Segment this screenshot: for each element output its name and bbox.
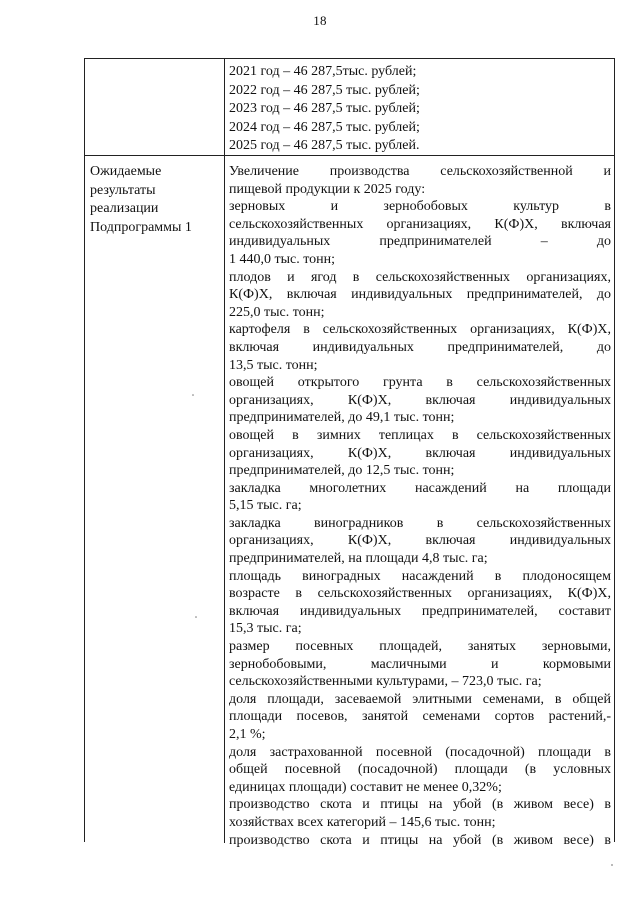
results-line: организациях, К(Ф)Х, включая индивидуальных [229, 392, 611, 408]
results-line: закладка многолетних насаждений на площади [229, 480, 611, 496]
label-line: Подпрограммы 1 [90, 219, 192, 235]
results-line: предпринимателей, до 49,1 тыс. тонн; [229, 410, 455, 426]
results-line: производство скота и птицы на убой (в живом весе) в [229, 832, 611, 848]
financing-line-2021: 2021 год – 46 287,5тыс. рублей; [229, 64, 417, 79]
results-line: 5,15 тыс. га; [229, 498, 302, 514]
results-line: индивидуальных предпринимателей – до [229, 234, 611, 250]
results-line: доля застрахованной посевной (посадочной) площади в [229, 744, 611, 760]
results-line: зерновых и зернобобовых культур в [229, 199, 611, 215]
financing-line-2024: 2024 год – 46 287,5 тыс. рублей; [229, 119, 420, 135]
results-line: единицах площади) составит не менее 0,32%; [229, 779, 502, 795]
column-divider [224, 59, 225, 843]
results-line: предпринимателей, до 12,5 тыс. тонн; [229, 463, 455, 479]
results-line: плодов и ягод в сельскохозяйственных организациях, [229, 269, 611, 285]
results-line: площади посевов, занятой семенами сортов растений,- [229, 709, 611, 725]
results-line: Увеличение производства сельскохозяйственной и [229, 164, 611, 179]
results-line: зернобобовыми, масличными и кормовыми [229, 656, 611, 672]
results-line: 15,3 тыс. га; [229, 621, 302, 637]
results-line: 1 440,0 тыс. тонн; [229, 251, 336, 267]
results-line: предпринимателей, на площади 4,8 тыс. га; [229, 551, 488, 567]
results-line: картофеля в сельскохозяйственных организациях, К(Ф)Х, [229, 322, 611, 338]
results-line: сельскохозяйственных организациях, К(Ф)Х, включая [229, 216, 611, 232]
results-line: производство скота и птицы на убой (в живом весе) в [229, 797, 611, 813]
results-line: 225,0 тыс. тонн; [229, 304, 325, 320]
results-line: овощей в зимних теплицах в сельскохозяйственных [229, 427, 611, 443]
results-line: закладка виноградников в сельскохозяйственных [229, 515, 611, 531]
label-line: Ожидаемые [90, 164, 162, 179]
results-line: хозяйствах всех категорий – 145,6 тыс. тонн; [229, 814, 496, 830]
results-line: 2,1 %; [229, 727, 266, 742]
results-line: пищевой продукции к 2025 году: [229, 181, 426, 197]
document-table [84, 58, 615, 848]
financing-line-2025: 2025 год – 46 287,5 тыс. рублей. [229, 138, 420, 153]
results-line: организациях, К(Ф)Х, включая индивидуальных [229, 445, 611, 461]
results-line: включая индивидуальных предпринимателей, составит [229, 603, 611, 619]
results-line: размер посевных площадей, занятых зерновыми, [229, 639, 611, 655]
results-line: К(Ф)Х, включая индивидуальных предпринимателей, до [229, 287, 611, 303]
expected-results-label [90, 163, 218, 237]
results-line: сельскохозяйственными культурами, – 723,0 тыс. га; [229, 674, 542, 690]
results-line: площадь виноградных насаждений в плодоносящем [229, 568, 611, 584]
results-line: общей посевной (посадочной) площади (в условных [229, 762, 611, 778]
results-line: 13,5 тыс. тонн; [229, 357, 318, 373]
label-line: реализации [90, 201, 159, 216]
financing-line-2022: 2022 год – 46 287,5 тыс. рублей; [229, 82, 420, 98]
page-number: 18 [313, 13, 327, 28]
label-line: результаты [90, 182, 156, 198]
scan-speck [611, 864, 613, 866]
financing-line-2023: 2023 год – 46 287,5 тыс. рублей; [229, 101, 420, 116]
results-line: организациях, К(Ф)Х, включая индивидуальных [229, 533, 611, 549]
expected-results-text [229, 163, 611, 849]
results-line: доля площади, засеваемой элитными семенами, в общей [229, 691, 611, 707]
financing-by-year [229, 63, 609, 156]
results-line: включая индивидуальных предпринимателей, до [229, 339, 611, 355]
results-line: возрасте в сельскохозяйственных организациях, К(Ф)Х, [229, 586, 611, 602]
results-line: овощей открытого грунта в сельскохозяйственных [229, 375, 611, 391]
